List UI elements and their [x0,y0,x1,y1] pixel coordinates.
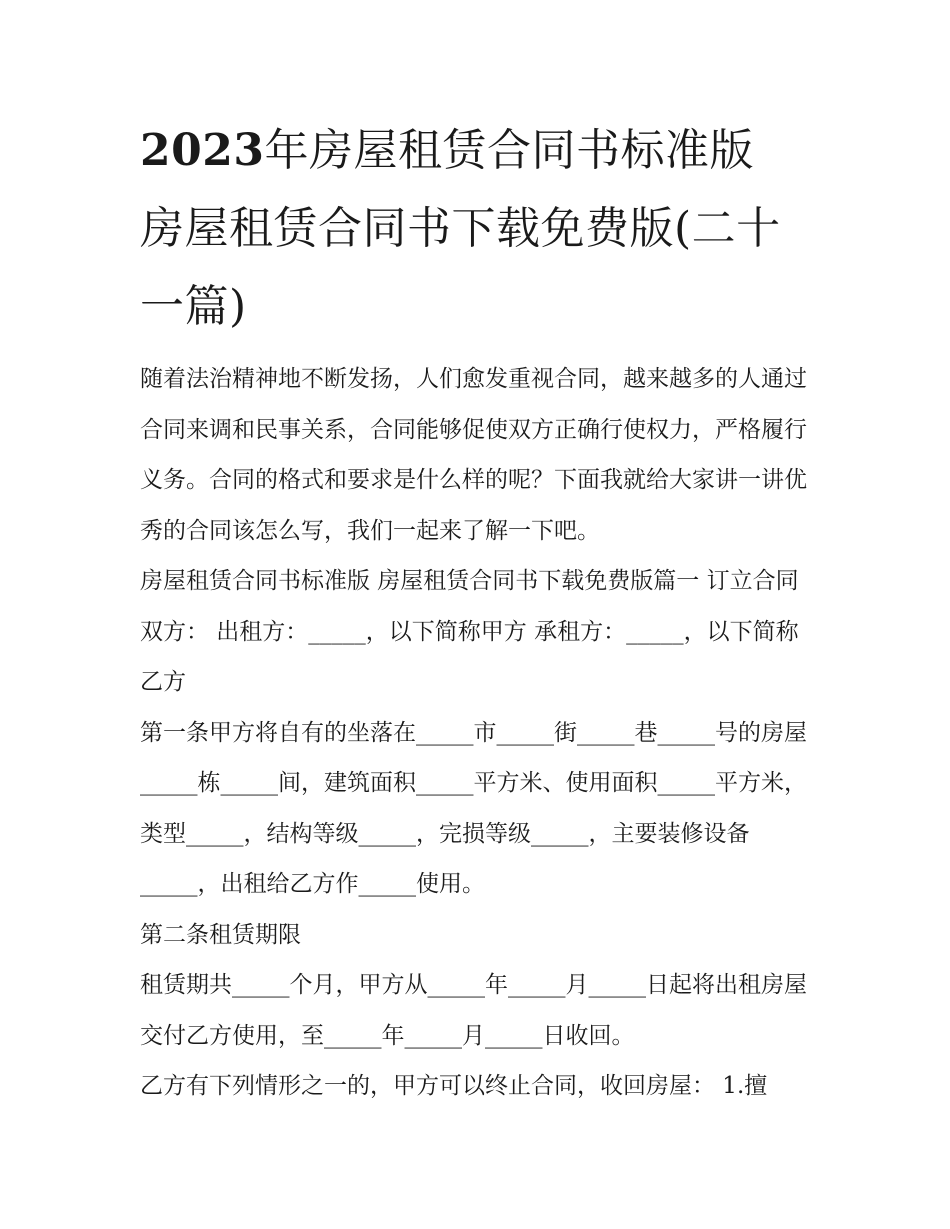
document-page [140,112,812,1112]
title-year: 2023 [140,125,265,176]
lease-term-paragraph: 租赁期共_____个月，甲方从_____年_____月_____日起将出租房屋交付乙方使用，至_____年_____月_____日收回。 [140,972,807,1049]
contract-parties-paragraph: 房屋租赁合同书标准版 房屋租赁合同书下载免费版篇一 订立合同双方： 出租方：_____，以下简称甲方 承租方：_____，以下简称乙方 [140,568,799,695]
article-one-paragraph: 第一条甲方将自有的坐落在_____市_____街_____巷_____号的房屋_____栋_____间，建筑面积_____平方米、使用面积_____平方米，类型_____，结构等级_____，完损等级_____，主要装修设备_____，出租给乙方作_____使用。 [140,719,807,897]
intro-paragraph: 随着法治精神地不断发扬，人们愈发重视合同，越来越多的人通过合同来调和民事关系，合同能够促使双方正确行使权力，严格履行义务。合同的格式和要求是什么样的呢？下面我就给大家讲一讲优秀的合同该怎么写，我们一起来了解一下吧。 [140,366,807,544]
title-text: 年房屋租赁合同书标准版 房屋租赁合同书下载免费版(二十一篇) [140,125,781,332]
article-two-heading: 第二条租赁期限 [140,921,301,948]
document-body [140,354,812,1112]
document-title [140,112,812,346]
termination-paragraph: 乙方有下列情形之一的，甲方可以终止合同，收回房屋： 1.擅 [140,1073,768,1099]
